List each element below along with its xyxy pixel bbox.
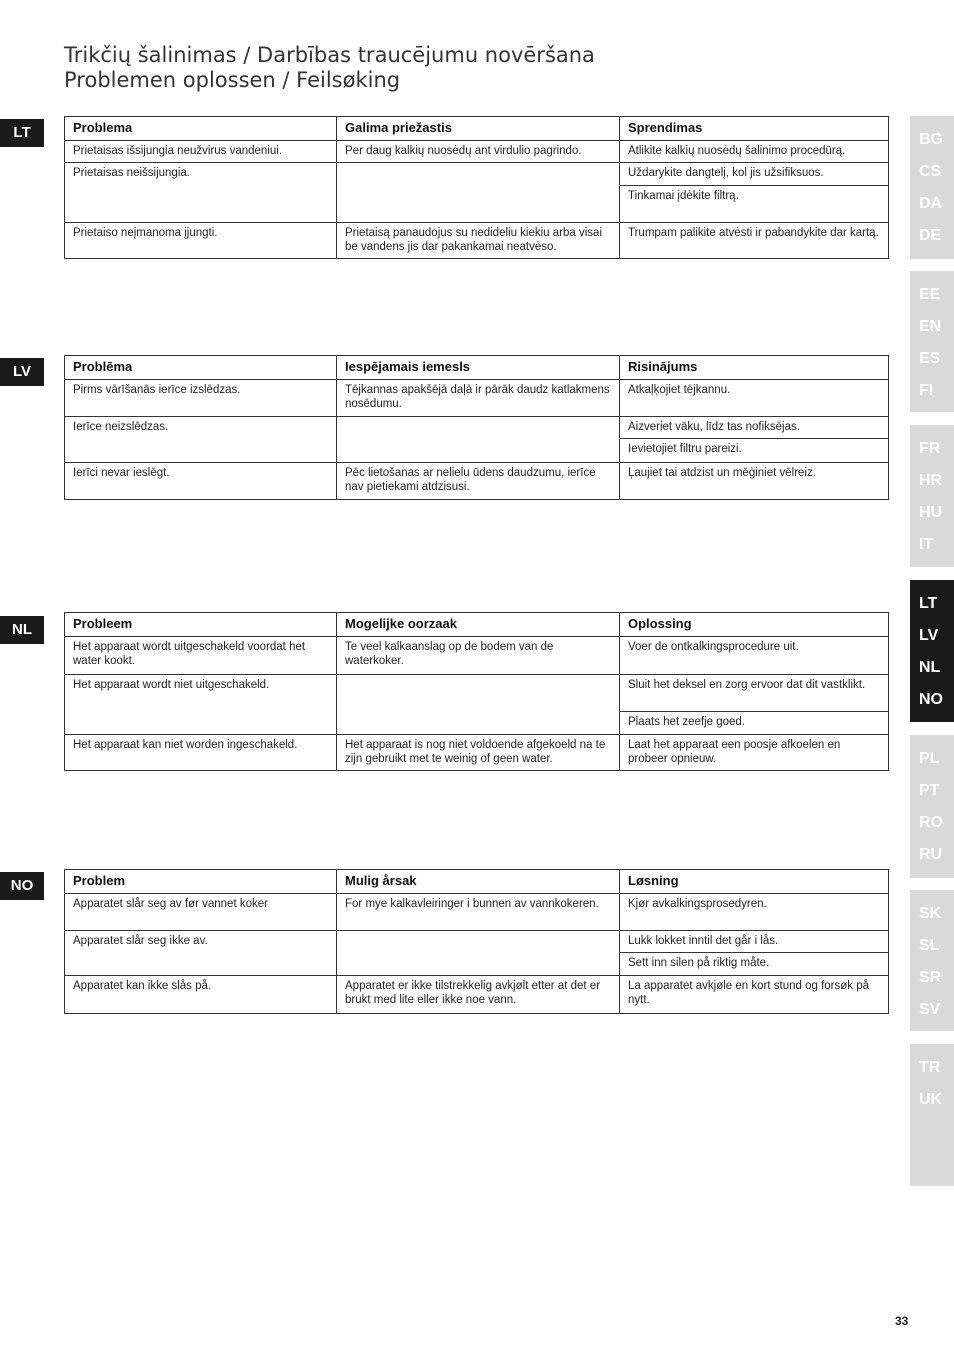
table-cell: Tinkamai įdėkite filtrą. — [620, 186, 889, 223]
table-row — [65, 931, 889, 953]
table-cell: Voer de ontkalkingsprocedure uit. — [620, 637, 889, 675]
table-cell: Lukk lokket inntil det går i lås. — [620, 931, 889, 953]
column-header: Mogelijke oorzaak — [337, 613, 620, 637]
column-header: Problēma — [65, 356, 337, 380]
table-cell: Kjør avkalkingsprosedyren. — [620, 894, 889, 931]
table-cell: Plaats het zeefje goed. — [620, 712, 889, 735]
language-code-ee: EE — [919, 286, 941, 303]
page-number: 33 — [895, 1314, 909, 1328]
column-header: Mulig årsak — [337, 870, 620, 894]
column-header: Problema — [65, 117, 337, 141]
column-header: Probleem — [65, 613, 337, 637]
table-header-row — [65, 117, 889, 141]
table-row — [65, 380, 889, 417]
table-cell: Prietaiso neįmanoma įjungti. — [65, 223, 337, 259]
language-code-hr: HR — [919, 472, 943, 489]
troubleshooting-table-lt — [64, 116, 889, 259]
table-row — [65, 463, 889, 500]
table-cell: Ievietojiet filtru pareizi. — [620, 439, 889, 463]
table-cell: Apparatet er ikke tilstrekkelig avkjølt etter at det er brukt med lite eller ikke noe vann. — [337, 976, 620, 1014]
table-cell: Het apparaat is nog niet voldoende afgekoeld na te zijn gebruikt met te weinig of geen water. — [337, 735, 620, 771]
table-cell: Ierīce neizslēdzas. — [65, 417, 337, 463]
table-cell: Prietaisas neišsijungia. — [65, 163, 337, 223]
language-code-it: IT — [919, 536, 934, 553]
language-group — [910, 735, 954, 878]
table-cell: Trumpam palikite atvėsti ir pabandykite dar kartą. — [620, 223, 889, 259]
table-cell: Apparatet kan ikke slås på. — [65, 976, 337, 1014]
column-header: Galima priežastis — [337, 117, 620, 141]
table-cell: Per daug kalkių nuosėdų ant virdulio pagrindo. — [337, 141, 620, 163]
table-cell: Pēc lietošanas ar nelielu ūdens daudzumu, ierīce nav pietiekami atdzisusi. — [337, 463, 620, 500]
column-header: Løsning — [620, 870, 889, 894]
language-group — [910, 890, 954, 1031]
table-cell — [337, 931, 620, 976]
table-cell: Het apparaat wordt niet uitgeschakeld. — [65, 675, 337, 735]
table-row — [65, 141, 889, 163]
language-code-en: EN — [919, 318, 942, 335]
language-code-fr: FR — [919, 440, 941, 457]
language-group — [910, 580, 954, 722]
language-code-pt: PT — [919, 782, 940, 799]
table-cell: Atlikite kalkių nuosėdų šalinimo procedūrą. — [620, 141, 889, 163]
language-code-da: DA — [919, 195, 943, 212]
table-row — [65, 223, 889, 259]
table-cell: Sluit het deksel en zorg ervoor dat dit vastklikt. — [620, 675, 889, 712]
language-code-ru: RU — [919, 846, 943, 863]
language-tag-lt: LT — [0, 119, 44, 147]
column-header: Problem — [65, 870, 337, 894]
table-cell: Ļaujiet tai atdzist un mēģiniet vēlreiz. — [620, 463, 889, 500]
language-group — [910, 425, 954, 567]
language-code-sr: SR — [919, 969, 942, 986]
language-code-nl: NL — [919, 659, 941, 676]
table-cell: Het apparaat wordt uitgeschakeld voordat het water kookt. — [65, 637, 337, 675]
table-cell: Het apparaat kan niet worden ingeschakeld. — [65, 735, 337, 771]
language-code-hu: HU — [919, 504, 943, 521]
table-cell: Sett inn silen på riktig måte. — [620, 953, 889, 976]
table-cell — [337, 163, 620, 223]
language-group — [910, 116, 954, 259]
table-cell: Uždarykite dangtelį, kol jis užsifiksuos. — [620, 163, 889, 186]
table-row — [65, 976, 889, 1014]
table-cell: Apparatet slår seg av før vannet koker — [65, 894, 337, 931]
column-header: Oplossing — [620, 613, 889, 637]
table-row — [65, 163, 889, 186]
column-header: Sprendimas — [620, 117, 889, 141]
table-cell: Te veel kalkaanslag op de bodem van de waterkoker. — [337, 637, 620, 675]
language-code-sk: SK — [919, 905, 942, 922]
table-cell: La apparatet avkjøle en kort stund og forsøk på nytt. — [620, 976, 889, 1014]
table-row — [65, 735, 889, 771]
table-row — [65, 894, 889, 931]
troubleshooting-table-nl — [64, 612, 889, 771]
language-code-sv: SV — [919, 1001, 941, 1018]
page-title-line-1: Trikčių šalinimas / Darbības traucējumu novēršana — [64, 43, 595, 67]
table-header-row — [65, 870, 889, 894]
table-cell: Apparatet slår seg ikke av. — [65, 931, 337, 976]
language-code-bg: BG — [919, 131, 943, 148]
language-code-no: NO — [919, 691, 943, 708]
language-code-de: DE — [919, 227, 942, 244]
table-cell: Pirms vārīšanās ierīce izslēdzas. — [65, 380, 337, 417]
troubleshooting-table-no — [64, 869, 889, 1014]
language-group — [910, 271, 954, 412]
table-cell — [337, 417, 620, 463]
table-cell: Laat het apparaat een poosje afkoelen en probeer opnieuw. — [620, 735, 889, 771]
table-cell: Prietaisas išsijungia neužvirus vandeniui. — [65, 141, 337, 163]
table-cell: Prietaisą panaudojus su nedideliu kiekiu arba visai be vandens jis dar pakankamai neatvėso. — [337, 223, 620, 259]
language-code-lv: LV — [919, 627, 939, 644]
language-code-pl: PL — [919, 750, 940, 767]
table-cell — [337, 675, 620, 735]
column-header: Iespējamais iemesls — [337, 356, 620, 380]
language-tag-lv: LV — [0, 358, 44, 386]
table-cell: Ierīci nevar ieslēgt. — [65, 463, 337, 500]
language-group — [910, 1044, 954, 1186]
table-row — [65, 417, 889, 439]
table-cell: Tējkannas apakšējā daļā ir pārāk daudz katlakmens nosēdumu. — [337, 380, 620, 417]
language-code-uk: UK — [919, 1091, 943, 1108]
table-header-row — [65, 613, 889, 637]
language-code-cs: CS — [919, 163, 942, 180]
troubleshooting-table-lv — [64, 355, 889, 500]
language-code-ro: RO — [919, 814, 943, 831]
language-tag-no: NO — [0, 872, 44, 900]
language-tag-nl: NL — [0, 616, 44, 644]
column-header: Risinājums — [620, 356, 889, 380]
table-row — [65, 637, 889, 675]
table-header-row — [65, 356, 889, 380]
language-code-es: ES — [919, 350, 941, 367]
table-cell: Atkaļķojiet tējkannu. — [620, 380, 889, 417]
table-row — [65, 675, 889, 712]
language-code-lt: LT — [919, 595, 938, 612]
page-title-line-2: Problemen oplossen / Feilsøking — [64, 68, 401, 92]
table-cell: Aizveriet vāku, līdz tas nofiksējas. — [620, 417, 889, 439]
language-code-fi: FI — [919, 382, 934, 399]
table-cell: For mye kalkavleiringer i bunnen av vannkokeren. — [337, 894, 620, 931]
language-code-sl: SL — [919, 937, 940, 954]
language-code-tr: TR — [919, 1059, 941, 1076]
